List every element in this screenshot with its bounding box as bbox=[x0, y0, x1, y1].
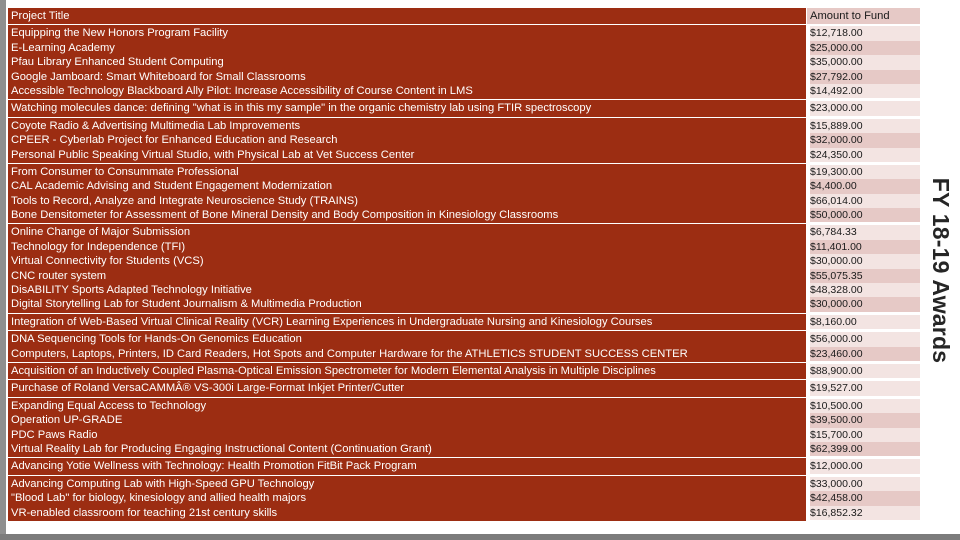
amount-value: $10,500.00 bbox=[810, 399, 920, 413]
amount-value: $50,000.00 bbox=[810, 208, 920, 222]
table-row bbox=[8, 224, 921, 313]
project-title: From Consumer to Consummate Professional bbox=[11, 165, 239, 178]
amount-value: $48,328.00 bbox=[810, 283, 920, 297]
amount-cell bbox=[807, 163, 921, 224]
amount-cell bbox=[807, 117, 921, 163]
amount-value: $62,399.00 bbox=[810, 442, 920, 456]
amount-value: $12,718.00 bbox=[810, 26, 920, 40]
amount-value: $27,792.00 bbox=[810, 70, 920, 84]
project-title: Pfau Library Enhanced Student Computing bbox=[11, 56, 224, 69]
amount-cell bbox=[807, 331, 921, 363]
amount-cell bbox=[807, 362, 921, 379]
amount-value: $19,527.00 bbox=[810, 381, 920, 395]
awards-table-body bbox=[8, 8, 921, 522]
side-title-container bbox=[921, 0, 960, 540]
amount-cell bbox=[807, 475, 921, 521]
amount-value: $19,300.00 bbox=[810, 165, 920, 179]
awards-table bbox=[7, 7, 921, 522]
project-cell bbox=[8, 331, 807, 363]
awards-table-container bbox=[7, 7, 920, 533]
project-title: Tools to Record, Analyze and Integrate Neuroscience Study (TRAINS) bbox=[11, 194, 358, 207]
amount-cell bbox=[807, 25, 921, 100]
project-title: Virtual Reality Lab for Producing Engaging Instructional Content (Continuation Grant) bbox=[11, 442, 432, 455]
project-title: Digital Storytelling Lab for Student Journalism & Multimedia Production bbox=[11, 298, 362, 311]
amount-value: $11,401.00 bbox=[810, 240, 920, 254]
amount-value: $55,075.35 bbox=[810, 269, 920, 283]
project-title: Virtual Connectivity for Students (VCS) bbox=[11, 255, 204, 268]
amount-value: $25,000.00 bbox=[810, 41, 920, 55]
project-cell bbox=[8, 117, 807, 163]
amount-cell bbox=[807, 397, 921, 458]
table-row bbox=[8, 117, 921, 163]
amount-value: $66,014.00 bbox=[810, 194, 920, 208]
project-title: Integration of Web-Based Virtual Clinical Reality (VCR) Learning Experiences in Undergraduate Nursing and Kinesiology Courses bbox=[11, 315, 653, 328]
header-project-label: Project Title bbox=[11, 10, 70, 22]
amount-cell bbox=[807, 313, 921, 330]
project-title: Online Change of Major Submission bbox=[11, 226, 191, 239]
table-row bbox=[8, 25, 921, 100]
project-title: Advancing Yotie Wellness with Technology: Health Promotion FitBit Pack Program bbox=[11, 460, 417, 473]
project-title: CAL Academic Advising and Student Engagement Modernization bbox=[11, 180, 333, 193]
amount-value: $30,000.00 bbox=[810, 297, 920, 311]
project-cell bbox=[8, 458, 807, 475]
project-title: Expanding Equal Access to Technology bbox=[11, 399, 207, 412]
amount-value: $35,000.00 bbox=[810, 55, 920, 69]
project-title: Computers, Laptops, Printers, ID Card Readers, Hot Spots and Computer Hardware for the ATHLETICS STUDENT SUCCESS CENTER bbox=[11, 347, 688, 360]
project-cell bbox=[8, 25, 807, 100]
project-cell bbox=[8, 313, 807, 330]
table-row bbox=[8, 458, 921, 475]
left-accent-bar bbox=[0, 0, 6, 540]
project-title: PDC Paws Radio bbox=[11, 428, 98, 441]
amount-value: $42,458.00 bbox=[810, 491, 920, 505]
side-title: FY 18-19 Awards bbox=[928, 177, 954, 363]
amount-value: $88,900.00 bbox=[810, 364, 920, 378]
amount-value: $4,400.00 bbox=[810, 179, 920, 193]
project-title: Advancing Computing Lab with High-Speed GPU Technology bbox=[11, 477, 315, 490]
project-title: CNC router system bbox=[11, 269, 107, 282]
amount-value: $32,000.00 bbox=[810, 133, 920, 147]
amount-value: $33,000.00 bbox=[810, 477, 920, 491]
amount-value: $8,160.00 bbox=[810, 315, 920, 329]
amount-value: $23,000.00 bbox=[810, 101, 920, 115]
header-project-title bbox=[8, 8, 807, 25]
project-title: Acquisition of an Inductively Coupled Plasma-Optical Emission Spectrometer for Modern Elemental Analysis in Multiple Disciplines bbox=[11, 364, 656, 377]
table-row bbox=[8, 100, 921, 117]
project-title: Coyote Radio & Advertising Multimedia Lab Improvements bbox=[11, 119, 301, 132]
table-row bbox=[8, 397, 921, 458]
project-title: "Blood Lab" for biology, kinesiology and allied health majors bbox=[11, 492, 307, 505]
amount-value: $39,500.00 bbox=[810, 413, 920, 427]
project-cell bbox=[8, 397, 807, 458]
project-title: Personal Public Speaking Virtual Studio, with Physical Lab at Vet Success Center bbox=[11, 148, 415, 161]
table-row bbox=[8, 313, 921, 330]
project-cell bbox=[8, 224, 807, 313]
project-title: Google Jamboard: Smart Whiteboard for Small Classrooms bbox=[11, 70, 306, 83]
project-cell bbox=[8, 475, 807, 521]
project-title: CPEER - Cyberlab Project for Enhanced Education and Research bbox=[11, 134, 338, 147]
amount-value: $12,000.00 bbox=[810, 459, 920, 473]
project-title: Bone Densitometer for Assessment of Bone Mineral Density and Body Composition in Kinesiology Classrooms bbox=[11, 209, 559, 222]
project-cell bbox=[8, 163, 807, 224]
table-row bbox=[8, 362, 921, 379]
project-title: Purchase of Roland VersaCAMMÂ® VS-300i Large-Format Inkjet Printer/Cutter bbox=[11, 382, 405, 395]
project-title: VR-enabled classroom for teaching 21st century skills bbox=[11, 506, 278, 519]
amount-cell bbox=[807, 458, 921, 475]
project-title: DisABILITY Sports Adapted Technology Initiative bbox=[11, 284, 252, 297]
amount-cell bbox=[807, 100, 921, 117]
project-cell bbox=[8, 380, 807, 397]
table-row bbox=[8, 475, 921, 521]
header-amount bbox=[807, 8, 921, 25]
table-row bbox=[8, 163, 921, 224]
amount-value: $15,700.00 bbox=[810, 428, 920, 442]
amount-value: $56,000.00 bbox=[810, 332, 920, 346]
project-title: Accessible Technology Blackboard Ally Pilot: Increase Accessibility of Course Content in LMS bbox=[11, 84, 473, 97]
amount-value: $16,852.32 bbox=[810, 506, 920, 520]
amount-value: $30,000.00 bbox=[810, 254, 920, 268]
amount-value: $15,889.00 bbox=[810, 119, 920, 133]
project-title: DNA Sequencing Tools for Hands-On Genomics Education bbox=[11, 333, 302, 346]
amount-value: $23,460.00 bbox=[810, 347, 920, 361]
header-amount-label: Amount to Fund bbox=[810, 10, 890, 22]
table-row bbox=[8, 331, 921, 363]
project-cell bbox=[8, 100, 807, 117]
amount-cell bbox=[807, 380, 921, 397]
bottom-accent-bar bbox=[0, 534, 960, 540]
amount-cell bbox=[807, 224, 921, 313]
table-row bbox=[8, 380, 921, 397]
project-title: E-Learning Academy bbox=[11, 41, 115, 54]
project-title: Operation UP-GRADE bbox=[11, 414, 123, 427]
amount-value: $24,350.00 bbox=[810, 148, 920, 162]
project-title: Technology for Independence (TFI) bbox=[11, 240, 186, 253]
table-header-row bbox=[8, 8, 921, 25]
project-title: Equipping the New Honors Program Facility bbox=[11, 27, 229, 40]
amount-value: $6,784.33 bbox=[810, 225, 920, 239]
project-cell bbox=[8, 362, 807, 379]
project-title: Watching molecules dance: defining "what is in this my sample" in the organic chemistry lab using FTIR spectroscopy bbox=[11, 102, 592, 115]
amount-value: $14,492.00 bbox=[810, 84, 920, 98]
